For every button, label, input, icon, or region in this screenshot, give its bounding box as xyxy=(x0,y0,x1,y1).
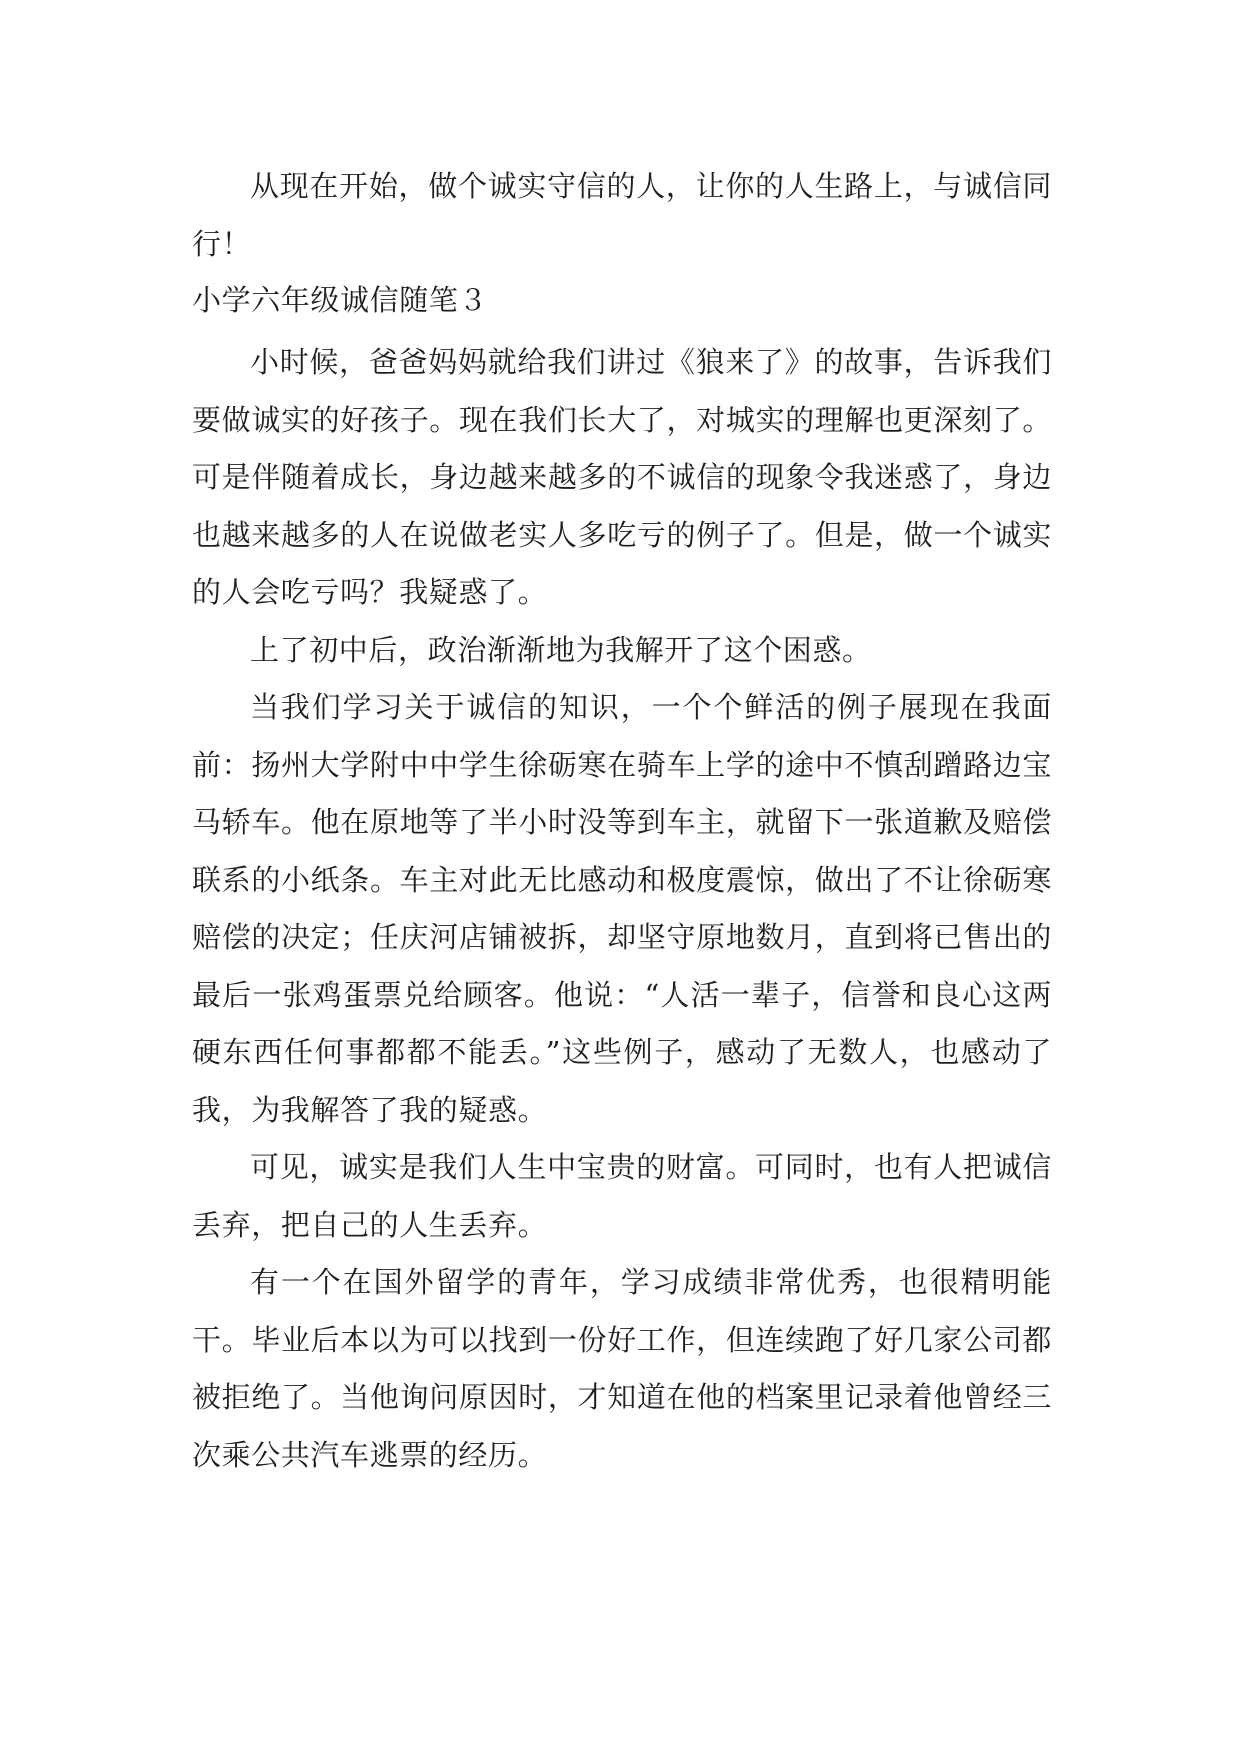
section-heading: 小学六年级诚信随笔３ xyxy=(192,283,489,317)
paragraph: 当我们学习关于诚信的知识，一个个鲜活的例子展现在我面前：扬州大学附中中学生徐砺寒在骑车上学的途中不慎刮蹭路边宝马轿车。他在原地等了半小时没等到车主，就留下一张道歉及赔偿联系的小纸条。车主对此无比感动和极度震惊，做出了不让徐砺寒赔偿的决定；任庆河店铺被拆，却坚守原地数月，直到将已售出的最后一张鸡蛋票兑给顾客。他说：“人活一辈子，信誉和良心这两硬东西任何事都都不能丢。”这些例子，感动了无数人，也感动了我，为我解答了我的疑惑。 xyxy=(192,690,1052,1127)
paragraph: 小时候，爸爸妈妈就给我们讲过《狼来了》的故事，告诉我们要做诚实的好孩子。现在我们长大了，对城实的理解也更深刻了。可是伴随着成长，身边越来越多的不诚信的现象令我迷惑了，身边也越来越多的人在说做老实人多吃亏的例子了。但是，做一个诚实的人会吃亏吗？我疑惑了。 xyxy=(192,345,1052,609)
paragraph-closing: 从现在开始，做个诚实守信的人，让你的人生路上，与诚信同行！ xyxy=(192,169,1052,261)
document-body xyxy=(192,158,1052,1484)
paragraph: 有一个在国外留学的青年，学习成绩非常优秀，也很精明能干。毕业后本以为可以找到一份好工作，但连续跑了好几家公司都被拒绝了。当他询问原因时，才知道在他的档案里记录着他曾经三次乘公共汽车逃票的经历。 xyxy=(192,1265,1052,1472)
paragraph: 可见，诚实是我们人生中宝贵的财富。可同时，也有人把诚信丢弃，把自己的人生丢弃。 xyxy=(192,1150,1052,1242)
paragraph: 上了初中后，政治渐渐地为我解开了这个困惑。 xyxy=(250,632,872,667)
